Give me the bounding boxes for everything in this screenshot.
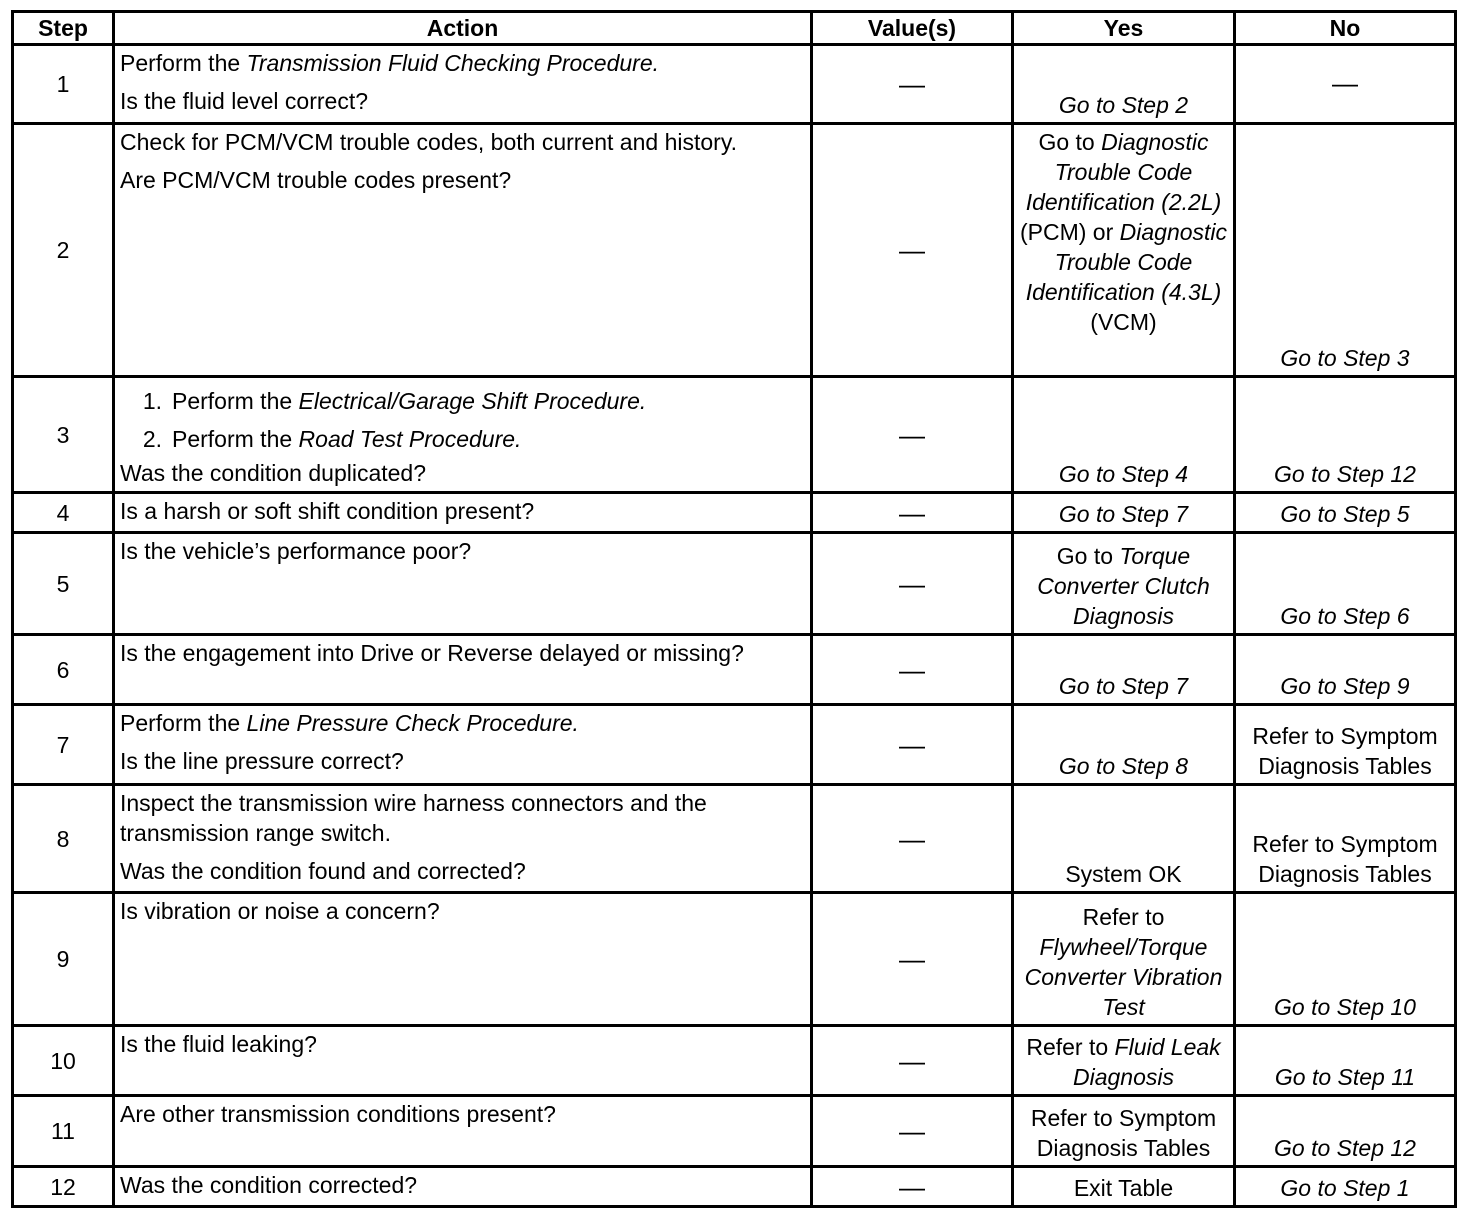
no-cell: — — [1235, 45, 1456, 124]
yes-cell: Refer to Symptom Diagnosis Tables — [1013, 1096, 1235, 1167]
action-cell: Perform the Transmission Fluid Checking Procedure. Is the fluid level correct? — [114, 45, 812, 124]
yes-cell: Go to Diagnostic Trouble Code Identification (2.2L) (PCM) or Diagnostic Trouble Code Identification (4.3L) (VCM) — [1013, 124, 1235, 377]
action-cell: Is vibration or noise a concern? — [114, 893, 812, 1026]
value-cell: — — [812, 705, 1013, 785]
yes-cell: Go to Step 4 — [1013, 377, 1235, 493]
step-number: 7 — [13, 705, 114, 785]
value-cell: — — [812, 785, 1013, 893]
step-number: 9 — [13, 893, 114, 1026]
header-yes: Yes — [1013, 12, 1235, 45]
value-cell: — — [812, 893, 1013, 1026]
yes-cell: Go to Step 2 — [1013, 45, 1235, 124]
table-row — [13, 377, 1456, 493]
action-cell: Are other transmission conditions present? — [114, 1096, 812, 1167]
action-cell: 1. Perform the Electrical/Garage Shift Procedure. 2. Perform the Road Test Procedure. Was the condition duplicated? — [114, 377, 812, 493]
step-number: 1 — [13, 45, 114, 124]
yes-cell: Go to Torque Converter Clutch Diagnosis — [1013, 533, 1235, 635]
diagnostic-table — [11, 10, 1457, 1208]
step-number: 11 — [13, 1096, 114, 1167]
no-cell: Go to Step 12 — [1235, 377, 1456, 493]
no-cell: Go to Step 10 — [1235, 893, 1456, 1026]
header-action: Action — [114, 12, 812, 45]
value-cell: — — [812, 377, 1013, 493]
table-row — [13, 705, 1456, 785]
yes-cell: Exit Table — [1013, 1167, 1235, 1207]
value-cell: — — [812, 124, 1013, 377]
value-cell: — — [812, 1096, 1013, 1167]
table-row — [13, 893, 1456, 1026]
action-cell: Is the fluid leaking? — [114, 1026, 812, 1096]
table-row — [13, 493, 1456, 533]
action-cell: Was the condition corrected? — [114, 1167, 812, 1207]
table-row — [13, 1096, 1456, 1167]
table-row — [13, 785, 1456, 893]
table-row — [13, 635, 1456, 705]
yes-cell: System OK — [1013, 785, 1235, 893]
action-cell: Is the engagement into Drive or Reverse delayed or missing? — [114, 635, 812, 705]
value-cell: — — [812, 1167, 1013, 1207]
step-number: 4 — [13, 493, 114, 533]
no-cell: Refer to Symptom Diagnosis Tables — [1235, 785, 1456, 893]
value-cell: — — [812, 45, 1013, 124]
step-number: 12 — [13, 1167, 114, 1207]
step-number: 8 — [13, 785, 114, 893]
no-cell: Go to Step 12 — [1235, 1096, 1456, 1167]
no-cell: Refer to Symptom Diagnosis Tables — [1235, 705, 1456, 785]
yes-cell: Go to Step 8 — [1013, 705, 1235, 785]
value-cell: — — [812, 533, 1013, 635]
yes-cell: Refer to Flywheel/Torque Converter Vibration Test — [1013, 893, 1235, 1026]
no-cell: Go to Step 3 — [1235, 124, 1456, 377]
yes-cell: Refer to Fluid Leak Diagnosis — [1013, 1026, 1235, 1096]
step-number: 2 — [13, 124, 114, 377]
step-number: 3 — [13, 377, 114, 493]
header-values: Value(s) — [812, 12, 1013, 45]
action-cell: Inspect the transmission wire harness connectors and the transmission range switch. Was the condition found and corrected? — [114, 785, 812, 893]
value-cell: — — [812, 635, 1013, 705]
action-cell: Check for PCM/VCM trouble codes, both current and history. Are PCM/VCM trouble codes present? — [114, 124, 812, 377]
value-cell: — — [812, 493, 1013, 533]
header-row — [13, 12, 1456, 45]
value-cell: — — [812, 1026, 1013, 1096]
table-row — [13, 45, 1456, 124]
header-no: No — [1235, 12, 1456, 45]
yes-cell: Go to Step 7 — [1013, 635, 1235, 705]
no-cell: Go to Step 1 — [1235, 1167, 1456, 1207]
table-row — [13, 1167, 1456, 1207]
header-step: Step — [13, 12, 114, 45]
step-number: 10 — [13, 1026, 114, 1096]
no-cell: Go to Step 11 — [1235, 1026, 1456, 1096]
action-cell: Perform the Line Pressure Check Procedure. Is the line pressure correct? — [114, 705, 812, 785]
action-cell: Is a harsh or soft shift condition present? — [114, 493, 812, 533]
yes-cell: Go to Step 7 — [1013, 493, 1235, 533]
table-row — [13, 533, 1456, 635]
no-cell: Go to Step 5 — [1235, 493, 1456, 533]
no-cell: Go to Step 6 — [1235, 533, 1456, 635]
action-cell: Is the vehicle’s performance poor? — [114, 533, 812, 635]
table-row — [13, 124, 1456, 377]
step-number: 5 — [13, 533, 114, 635]
no-cell: Go to Step 9 — [1235, 635, 1456, 705]
table-row — [13, 1026, 1456, 1096]
step-number: 6 — [13, 635, 114, 705]
